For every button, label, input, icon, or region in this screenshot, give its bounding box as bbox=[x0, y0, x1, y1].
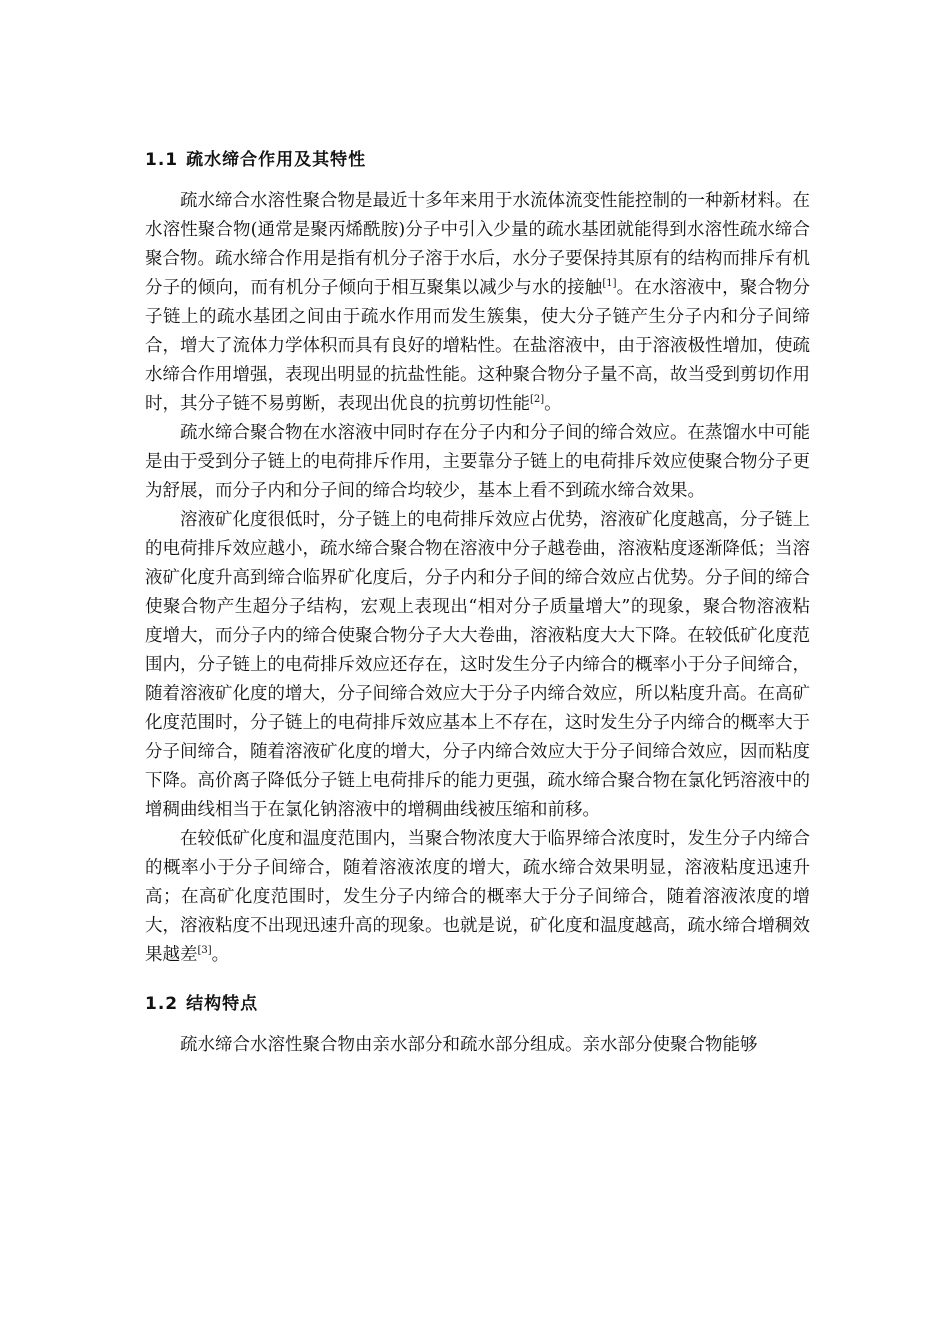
section-title: 疏水缔合作用及其特性 bbox=[186, 150, 367, 170]
section-heading-1-1 bbox=[145, 148, 810, 172]
section-heading-1-2 bbox=[145, 992, 810, 1016]
paragraph-4 bbox=[145, 825, 810, 970]
paragraph-3: 溶液矿化度很低时，分子链上的电荷排斥效应占优势，溶液矿化度越高，分子链上的电荷排斥效应越小，疏水缔合聚合物在溶液中分子越卷曲，溶液粘度逐渐降低；当溶液矿化度升高到缔合临界矿化度后，分子内和分子间的缔合效应占优势。分子间的缔合使聚合物产生超分子结构，宏观上表现出“相对分子质量增大”的现象，聚合物溶液粘度增大，而分子内的缔合使聚合物分子大大卷曲，溶液粘度大大下降。在较低矿化度范围内，分子链上的电荷排斥效应还存在，这时发生分子内缔合的概率小于分子间缔合，随着溶液矿化度的增大，分子间缔合效应大于分子内缔合效应，所以粘度升高。在高矿化度范围时，分子链上的电荷排斥效应基本上不存在，这时发生分子内缔合的概率大于分子间缔合，随着溶液矿化度的增大，分子内缔合效应大于分子间缔合效应，因而粘度下降。高价离子降低分子链上电荷排斥的能力更强，疏水缔合聚合物在氯化钙溶液中的增稠曲线相当于在氯化钠溶液中的增稠曲线被压缩和前移。 bbox=[145, 510, 810, 820]
citation-ref-1: [1] bbox=[602, 278, 617, 290]
paragraph-text: 在较低矿化度和温度范围内，当聚合物浓度大于临界缔合浓度时，发生分子内缔合的概率小于分子间缔合，随着溶液浓度的增大，疏水缔合效果明显，溶液粘度迅速升高；在高矿化度范围时，发生分子内缔合的概率大于分子间缔合，随着溶液浓度的增大，溶液粘度不出现迅速升高的现象。也就是说，矿化度和温度越高，疏水缔合增稠效果越差 bbox=[145, 829, 810, 965]
paragraph-5: 疏水缔合水溶性聚合物由亲水部分和疏水部分组成。亲水部分使聚合物能够 bbox=[180, 1035, 758, 1055]
citation-ref-2: [2] bbox=[530, 394, 545, 406]
section-title: 结构特点 bbox=[186, 994, 259, 1014]
paragraph-2: 疏水缔合聚合物在水溶液中同时存在分子内和分子间的缔合效应。在蒸馏水中可能是由于受到分子链上的电荷排斥作用，主要靠分子链上的电荷排斥效应使聚合物分子更为舒展，而分子内和分子间的缔合均较少，基本上看不到疏水缔合效果。 bbox=[145, 423, 810, 501]
citation-ref-3: [3] bbox=[197, 945, 212, 957]
section-number: 1.1 bbox=[145, 150, 179, 170]
section-number: 1.2 bbox=[145, 994, 179, 1014]
paragraph-text: 。 bbox=[211, 945, 230, 965]
paragraph-text: 疏水缔合水溶性聚合物是最近十多年来用于水流体流变性能控制的一种新材料。在水溶性聚合物(通常是聚丙烯酰胺)分子中引入少量的疏水基团就能得到水溶性疏水缔合聚合物。疏水缔合作用是指有机分子溶于水后，水分子要保持其原有的结构而排斥有机分子的倾向，而有机分子倾向于相互聚集以减少与水的接触 bbox=[145, 191, 810, 298]
document-page bbox=[145, 148, 810, 1060]
paragraph-text: 。在水溶液中，聚合物分子链上的疏水基团之间由于疏水作用而发生簇集，使大分子链产生分子内和分子间缔合，增大了流体力学体积而具有良好的增粘性。在盐溶液中，由于溶液极性增加，使疏水缔合作用增强，表现出明显的抗盐性能。这种聚合物分子量不高，故当受到剪切作用时，其分子链不易剪断，表现出优良的抗剪切性能 bbox=[145, 278, 811, 414]
paragraph-text: 。 bbox=[544, 394, 562, 414]
paragraph-1 bbox=[145, 187, 810, 419]
